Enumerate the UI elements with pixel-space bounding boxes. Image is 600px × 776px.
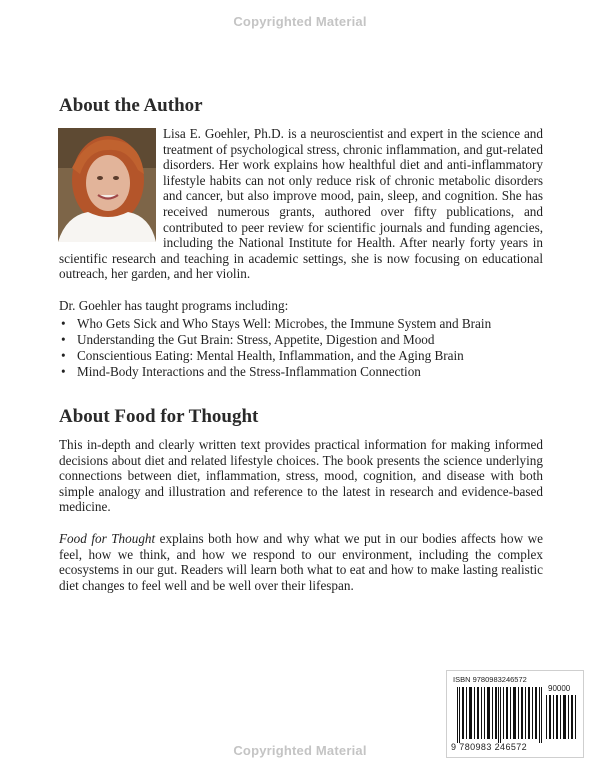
copyright-watermark-bottom: Copyrighted Material <box>233 743 367 758</box>
program-item: • Conscientious Eating: Mental Health, Inflammation, and the Aging Brain <box>59 348 543 364</box>
program-item: • Mind-Body Interactions and the Stress-Inflammation Connection <box>59 364 543 380</box>
about-author-heading: About the Author <box>59 95 203 116</box>
isbn-label: ISBN 9780983246572 <box>453 675 527 684</box>
book-description: This in-depth and clearly written text provides practical information for making informed decisions about diet and related lifestyle choices. The book presents the science underlying connections between diet, inflammation, stress, mood, cognition, and disease with both simple analogy and illustration and reference to the latest in research and evidence-based medicine. <box>59 437 543 515</box>
program-item: • Who Gets Sick and Who Stays Well: Microbes, the Immune System and Brain <box>59 316 543 332</box>
price-addon-bars <box>546 695 576 739</box>
barcode-digits: 9 780983 246572 <box>451 742 528 752</box>
barcode-bars <box>455 687 543 743</box>
price-code: 90000 <box>548 684 571 693</box>
programs-list <box>59 316 543 380</box>
book-summary <box>59 531 543 593</box>
book-summary-text: explains both how and why what we put in our bodies affects how we feel, how we think, and how we respond to our environment, including the complex ecosystems in our gut. Readers will learn both what to eat and how to make lasting realistic diet changes to feel well and be well over their lifespan. <box>59 531 543 593</box>
book-title-italic: Food for Thought <box>59 531 156 546</box>
programs-intro: Dr. Goehler has taught programs including: <box>59 298 289 313</box>
author-bio: Lisa E. Goehler, Ph.D. is a neuroscientist and expert in the science and treatment of psychological stress, chronic inflammation, and gut-related disorders. Her work explains how healthful diet and anti-inflammatory lifestyle habits can not only reduce risk of chronic metabolic disorders and cancer, but also improve mood, pain, sleep, and cognition. She has received numerous grants, authored over fifty publications, and contributed to peer review for scientific journals and funding agencies, including the National Institute for Health. After nearly forty years in scientific research and teaching in academic settings, she is now focusing on educational outreach, her garden, and her violin. <box>59 126 543 282</box>
about-book-heading: About Food for Thought <box>59 406 259 427</box>
copyright-watermark-top: Copyrighted Material <box>233 14 367 29</box>
program-item: • Understanding the Gut Brain: Stress, Appetite, Digestion and Mood <box>59 332 543 348</box>
